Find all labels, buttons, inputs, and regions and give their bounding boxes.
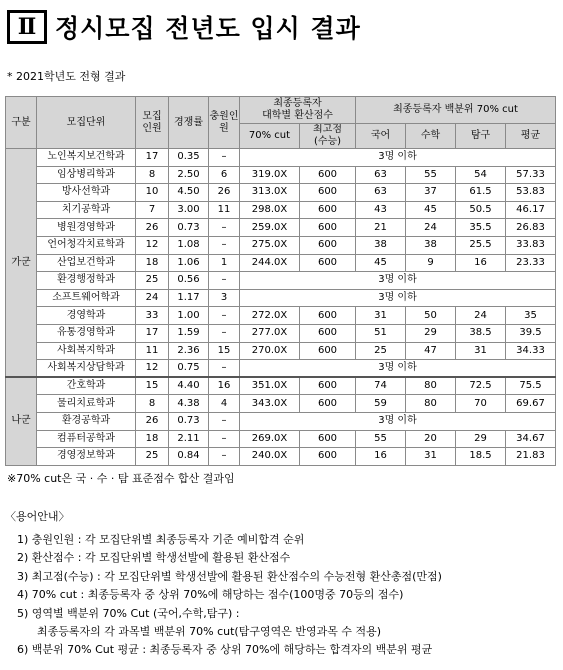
note-cell: 3명 이하 xyxy=(240,289,556,307)
competition-cell: 1.06 xyxy=(169,254,209,272)
quota-cell: 12 xyxy=(136,360,169,378)
korean-cell: 43 xyxy=(356,201,406,219)
korean-cell: 31 xyxy=(356,307,406,325)
inquiry-cell: 25.5 xyxy=(456,236,506,254)
extra-cell: – xyxy=(209,448,240,466)
terms-title: 〈용어안내〉 xyxy=(5,510,70,523)
table-row xyxy=(6,184,556,202)
extra-cell: 26 xyxy=(209,184,240,202)
average-cell: 46.17 xyxy=(506,201,556,219)
korean-cell: 38 xyxy=(356,236,406,254)
competition-cell: 2.50 xyxy=(169,166,209,184)
korean-cell: 45 xyxy=(356,254,406,272)
results-table xyxy=(5,96,556,466)
quota-cell: 26 xyxy=(136,219,169,237)
table-body xyxy=(6,149,556,466)
dept-cell: 소프트웨어학과 xyxy=(37,289,136,307)
dept-cell: 사회복지학과 xyxy=(37,342,136,360)
competition-cell: 0.75 xyxy=(169,360,209,378)
terms-item: 3) 최고점(수능) : 각 모집단위별 학생선발에 활용된 환산점수의 수능전형 환산총점(만점) xyxy=(17,569,442,583)
dept-cell: 물리치료학과 xyxy=(37,395,136,413)
competition-cell: 2.36 xyxy=(169,342,209,360)
inquiry-cell: 38.5 xyxy=(456,324,506,342)
terms-item: 5) 영역별 백분위 70% Cut (국어,수학,탐구) : xyxy=(17,606,240,620)
table-row xyxy=(6,307,556,325)
cut70-cell: 240.0X xyxy=(240,448,300,466)
math-cell: 55 xyxy=(406,166,456,184)
quota-cell: 12 xyxy=(136,236,169,254)
inquiry-cell: 72.5 xyxy=(456,377,506,395)
max-score-cell: 600 xyxy=(300,342,356,360)
cut70-cell: 351.0X xyxy=(240,377,300,395)
table-row xyxy=(6,448,556,466)
extra-cell: – xyxy=(209,360,240,378)
competition-cell: 1.17 xyxy=(169,289,209,307)
competition-cell: 2.11 xyxy=(169,430,209,448)
header-average: 평균 xyxy=(506,124,556,149)
math-cell: 80 xyxy=(406,377,456,395)
max-score-cell: 600 xyxy=(300,254,356,272)
korean-cell: 63 xyxy=(356,184,406,202)
average-cell: 23.33 xyxy=(506,254,556,272)
header-inquiry: 탐구 xyxy=(456,124,506,149)
math-cell: 9 xyxy=(406,254,456,272)
table-row xyxy=(6,149,556,167)
korean-cell: 59 xyxy=(356,395,406,413)
math-cell: 47 xyxy=(406,342,456,360)
cut70-cell: 270.0X xyxy=(240,342,300,360)
extra-cell: 11 xyxy=(209,201,240,219)
table-header xyxy=(6,97,556,149)
group-label: 나군 xyxy=(6,377,37,465)
dept-cell: 사회복지상담학과 xyxy=(37,360,136,378)
quota-cell: 33 xyxy=(136,307,169,325)
extra-cell: – xyxy=(209,149,240,167)
header-korean: 국어 xyxy=(356,124,406,149)
header-math: 수학 xyxy=(406,124,456,149)
korean-cell: 74 xyxy=(356,377,406,395)
cut70-cell: 269.0X xyxy=(240,430,300,448)
extra-cell: 1 xyxy=(209,254,240,272)
note-cell: 3명 이하 xyxy=(240,412,556,430)
dept-cell: 치기공학과 xyxy=(37,201,136,219)
math-cell: 20 xyxy=(406,430,456,448)
average-cell: 69.67 xyxy=(506,395,556,413)
max-score-cell: 600 xyxy=(300,307,356,325)
cut70-cell: 343.0X xyxy=(240,395,300,413)
quota-cell: 11 xyxy=(136,342,169,360)
table-row xyxy=(6,201,556,219)
korean-cell: 25 xyxy=(356,342,406,360)
competition-cell: 4.50 xyxy=(169,184,209,202)
extra-cell: 6 xyxy=(209,166,240,184)
terms-item: 2) 환산점수 : 각 모집단위별 학생선발에 활용된 환산점수 xyxy=(17,551,291,565)
cut70-cell: 275.0X xyxy=(240,236,300,254)
header-extra: 충원인 원 xyxy=(209,97,240,149)
table-row xyxy=(6,324,556,342)
competition-cell: 0.73 xyxy=(169,219,209,237)
average-cell: 35 xyxy=(506,307,556,325)
subtitle: * 2021학년도 전형 결과 xyxy=(7,70,126,83)
average-cell: 33.83 xyxy=(506,236,556,254)
header-dept: 모집단위 xyxy=(37,97,136,149)
max-score-cell: 600 xyxy=(300,219,356,237)
average-cell: 26.83 xyxy=(506,219,556,237)
inquiry-cell: 50.5 xyxy=(456,201,506,219)
dept-cell: 유통경영학과 xyxy=(37,324,136,342)
cut70-cell: 298.0X xyxy=(240,201,300,219)
quota-cell: 25 xyxy=(136,272,169,290)
competition-cell: 1.59 xyxy=(169,324,209,342)
table-row xyxy=(6,395,556,413)
extra-cell: – xyxy=(209,307,240,325)
cut70-cell: 319.0X xyxy=(240,166,300,184)
average-cell: 21.83 xyxy=(506,448,556,466)
dept-cell: 경영정보학과 xyxy=(37,448,136,466)
quota-cell: 25 xyxy=(136,448,169,466)
extra-cell: – xyxy=(209,236,240,254)
korean-cell: 51 xyxy=(356,324,406,342)
average-cell: 53.83 xyxy=(506,184,556,202)
max-score-cell: 600 xyxy=(300,201,356,219)
competition-cell: 0.84 xyxy=(169,448,209,466)
inquiry-cell: 35.5 xyxy=(456,219,506,237)
max-score-cell: 600 xyxy=(300,448,356,466)
table-row xyxy=(6,236,556,254)
math-cell: 37 xyxy=(406,184,456,202)
quota-cell: 15 xyxy=(136,377,169,395)
korean-cell: 55 xyxy=(356,430,406,448)
footnote: ※70% cut은 국 · 수 · 탐 표준점수 합산 결과임 xyxy=(7,472,235,485)
table-row xyxy=(6,377,556,395)
math-cell: 50 xyxy=(406,307,456,325)
competition-cell: 0.73 xyxy=(169,412,209,430)
max-score-cell: 600 xyxy=(300,184,356,202)
max-score-cell: 600 xyxy=(300,166,356,184)
terms-item: 6) 백분위 70% Cut 평균 : 최종등록자 중 상위 70%에 해당하는 합격자의 백분위 평균 xyxy=(17,643,433,657)
cut70-cell: 277.0X xyxy=(240,324,300,342)
max-score-cell: 600 xyxy=(300,430,356,448)
terms-section xyxy=(5,508,442,660)
math-cell: 80 xyxy=(406,395,456,413)
competition-cell: 4.40 xyxy=(169,377,209,395)
table-row xyxy=(6,342,556,360)
competition-cell: 1.08 xyxy=(169,236,209,254)
inquiry-cell: 18.5 xyxy=(456,448,506,466)
table-row xyxy=(6,272,556,290)
inquiry-cell: 31 xyxy=(456,342,506,360)
math-cell: 29 xyxy=(406,324,456,342)
average-cell: 39.5 xyxy=(506,324,556,342)
korean-cell: 63 xyxy=(356,166,406,184)
extra-cell: 4 xyxy=(209,395,240,413)
table-row xyxy=(6,360,556,378)
header-percentile: 최종등록자 백분위 70% cut xyxy=(356,97,556,124)
table-row xyxy=(6,412,556,430)
dept-cell: 컴퓨터공학과 xyxy=(37,430,136,448)
competition-cell: 4.38 xyxy=(169,395,209,413)
extra-cell: – xyxy=(209,324,240,342)
average-cell: 75.5 xyxy=(506,377,556,395)
quota-cell: 18 xyxy=(136,430,169,448)
dept-cell: 방사선학과 xyxy=(37,184,136,202)
dept-cell: 산업보건학과 xyxy=(37,254,136,272)
math-cell: 45 xyxy=(406,201,456,219)
quota-cell: 24 xyxy=(136,289,169,307)
group-label: 가군 xyxy=(6,149,37,378)
document-title xyxy=(7,8,361,46)
quota-cell: 8 xyxy=(136,395,169,413)
section-number-box: Ⅱ xyxy=(7,10,47,44)
table-row xyxy=(6,289,556,307)
extra-cell: – xyxy=(209,430,240,448)
dept-cell: 언어청각치료학과 xyxy=(37,236,136,254)
average-cell: 34.67 xyxy=(506,430,556,448)
table-row xyxy=(6,254,556,272)
cut70-cell: 313.0X xyxy=(240,184,300,202)
competition-cell: 1.00 xyxy=(169,307,209,325)
header-cut70: 70% cut xyxy=(240,124,300,149)
competition-cell: 0.35 xyxy=(169,149,209,167)
cut70-cell: 272.0X xyxy=(240,307,300,325)
inquiry-cell: 54 xyxy=(456,166,506,184)
extra-cell: 15 xyxy=(209,342,240,360)
extra-cell: – xyxy=(209,412,240,430)
korean-cell: 16 xyxy=(356,448,406,466)
quota-cell: 10 xyxy=(136,184,169,202)
table-row xyxy=(6,219,556,237)
competition-cell: 3.00 xyxy=(169,201,209,219)
inquiry-cell: 29 xyxy=(456,430,506,448)
average-cell: 57.33 xyxy=(506,166,556,184)
math-cell: 24 xyxy=(406,219,456,237)
quota-cell: 8 xyxy=(136,166,169,184)
inquiry-cell: 24 xyxy=(456,307,506,325)
max-score-cell: 600 xyxy=(300,324,356,342)
note-cell: 3명 이하 xyxy=(240,149,556,167)
title-text: 정시모집 전년도 입시 결과 xyxy=(55,14,361,43)
header-quota: 모집 인원 xyxy=(136,97,169,149)
header-group: 구분 xyxy=(6,97,37,149)
inquiry-cell: 70 xyxy=(456,395,506,413)
dept-cell: 환경공학과 xyxy=(37,412,136,430)
dept-cell: 간호학과 xyxy=(37,377,136,395)
extra-cell: 16 xyxy=(209,377,240,395)
extra-cell: – xyxy=(209,219,240,237)
quota-cell: 18 xyxy=(136,254,169,272)
cut70-cell: 259.0X xyxy=(240,219,300,237)
dept-cell: 환경행정학과 xyxy=(37,272,136,290)
inquiry-cell: 61.5 xyxy=(456,184,506,202)
note-cell: 3명 이하 xyxy=(240,272,556,290)
dept-cell: 노인복지보건학과 xyxy=(37,149,136,167)
dept-cell: 병원경영학과 xyxy=(37,219,136,237)
extra-cell: – xyxy=(209,272,240,290)
table-row xyxy=(6,430,556,448)
max-score-cell: 600 xyxy=(300,236,356,254)
header-max: 최고점 (수능) xyxy=(300,124,356,149)
dept-cell: 경영학과 xyxy=(37,307,136,325)
cut70-cell: 244.0X xyxy=(240,254,300,272)
terms-item: 1) 충원인원 : 각 모집단위별 최종등록자 기준 예비합격 순위 xyxy=(17,533,305,546)
korean-cell: 21 xyxy=(356,219,406,237)
quota-cell: 7 xyxy=(136,201,169,219)
terms-item: 4) 70% cut : 최종등록자 중 상위 70%에 해당하는 점수(100명중 70등의 점수) xyxy=(17,588,404,602)
quota-cell: 26 xyxy=(136,412,169,430)
competition-cell: 0.56 xyxy=(169,272,209,290)
extra-cell: 3 xyxy=(209,289,240,307)
terms-item: 최종등록자의 각 과목별 백분위 70% cut(탐구영역은 반영과목 수 적용) xyxy=(37,624,381,638)
math-cell: 38 xyxy=(406,236,456,254)
max-score-cell: 600 xyxy=(300,377,356,395)
dept-cell: 임상병리학과 xyxy=(37,166,136,184)
max-score-cell: 600 xyxy=(300,395,356,413)
table-row xyxy=(6,166,556,184)
header-competition: 경쟁률 xyxy=(169,97,209,149)
average-cell: 34.33 xyxy=(506,342,556,360)
header-final-score: 최종등록자 대학별 환산점수 xyxy=(240,97,356,124)
quota-cell: 17 xyxy=(136,324,169,342)
math-cell: 31 xyxy=(406,448,456,466)
inquiry-cell: 16 xyxy=(456,254,506,272)
note-cell: 3명 이하 xyxy=(240,360,556,378)
quota-cell: 17 xyxy=(136,149,169,167)
